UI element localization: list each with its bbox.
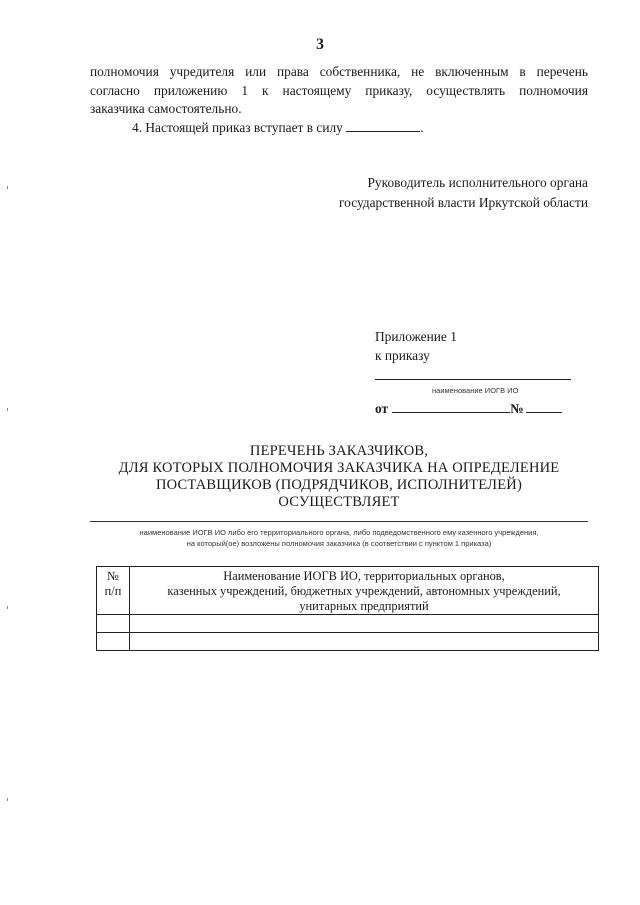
effective-date-period: . bbox=[420, 119, 424, 135]
date-number-field bbox=[375, 399, 585, 418]
col-number-header bbox=[97, 567, 130, 615]
table-cell-name bbox=[130, 615, 599, 633]
number-blank bbox=[526, 402, 562, 413]
date-from-label: от bbox=[375, 401, 389, 416]
table-header-row bbox=[97, 567, 599, 615]
title-line-3: ПОСТАВЩИКОВ (ПОДРЯДЧИКОВ, ИСПОЛНИТЕЛЕЙ) bbox=[156, 477, 522, 493]
body-line-1: полномочия учредителя или права собственника, не включенным в перечень bbox=[90, 64, 588, 79]
effective-date-text: 4. Настоящей приказ вступает в силу bbox=[132, 119, 343, 135]
title-line-1: ПЕРЕЧЕНЬ ЗАКАЗЧИКОВ, bbox=[249, 443, 429, 459]
effective-date-blank bbox=[346, 120, 420, 132]
page-number: 3 bbox=[316, 36, 324, 53]
col-name-header-line-1: Наименование ИОГВ ИО, территориальных органов, bbox=[223, 569, 505, 583]
caption-line-1: наименование ИОГВ ИО либо его территориального органа, либо подведомственного ему казенного учреждения, bbox=[139, 528, 539, 537]
authority-name-line bbox=[375, 379, 571, 380]
scan-speck bbox=[7, 186, 8, 189]
signature-line-1: Руководитель исполнительного органа bbox=[367, 175, 588, 190]
authority-name-caption: наименование ИОГВ ИО bbox=[432, 386, 519, 395]
number-label: № bbox=[510, 401, 524, 416]
col-name-header bbox=[130, 567, 599, 615]
list-title bbox=[90, 443, 588, 511]
date-blank bbox=[392, 402, 510, 413]
appendix-order-ref: к приказу bbox=[375, 348, 430, 363]
body-line-2: согласно приложению 1 к настоящему приказу, осуществлять полномочия bbox=[90, 82, 588, 98]
table-cell-name bbox=[130, 633, 599, 651]
col-number-header-line-1: № bbox=[107, 569, 119, 583]
table-row bbox=[97, 615, 599, 633]
appendix-label: Приложение 1 bbox=[375, 329, 457, 344]
customers-table bbox=[96, 566, 599, 651]
effective-date-clause bbox=[90, 119, 588, 138]
caption-line-2: на который(ое) возложены полномочия заказчика (в соответствии с пунктом 1 приказа) bbox=[186, 539, 492, 548]
title-line-2: ДЛЯ КОТОРЫХ ПОЛНОМОЧИЯ ЗАКАЗЧИКА НА ОПРЕДЕЛЕНИЕ bbox=[118, 460, 560, 476]
scan-speck bbox=[7, 408, 8, 411]
signature-block bbox=[339, 173, 588, 213]
col-name-header-line-3: унитарных предприятий bbox=[299, 599, 429, 613]
scan-speck bbox=[7, 606, 8, 609]
customer-name-caption bbox=[90, 527, 588, 549]
col-name-header-line-2: казенных учреждений, бюджетных учреждений, автономных учреждений, bbox=[167, 584, 561, 598]
scan-speck bbox=[7, 798, 8, 801]
col-number-header-line-2: п/п bbox=[104, 584, 122, 598]
appendix-header bbox=[375, 327, 585, 418]
authority-name-field bbox=[375, 379, 585, 395]
table-row bbox=[97, 633, 599, 651]
body-line-3: заказчика самостоятельно. bbox=[90, 101, 242, 116]
table-cell-number bbox=[97, 633, 130, 651]
table-cell-number bbox=[97, 615, 130, 633]
order-text bbox=[90, 63, 588, 137]
customer-name-line bbox=[90, 521, 588, 522]
title-line-4: ОСУЩЕСТВЛЯЕТ bbox=[278, 494, 400, 510]
signature-line-2: государственной власти Иркутской области bbox=[339, 195, 588, 210]
